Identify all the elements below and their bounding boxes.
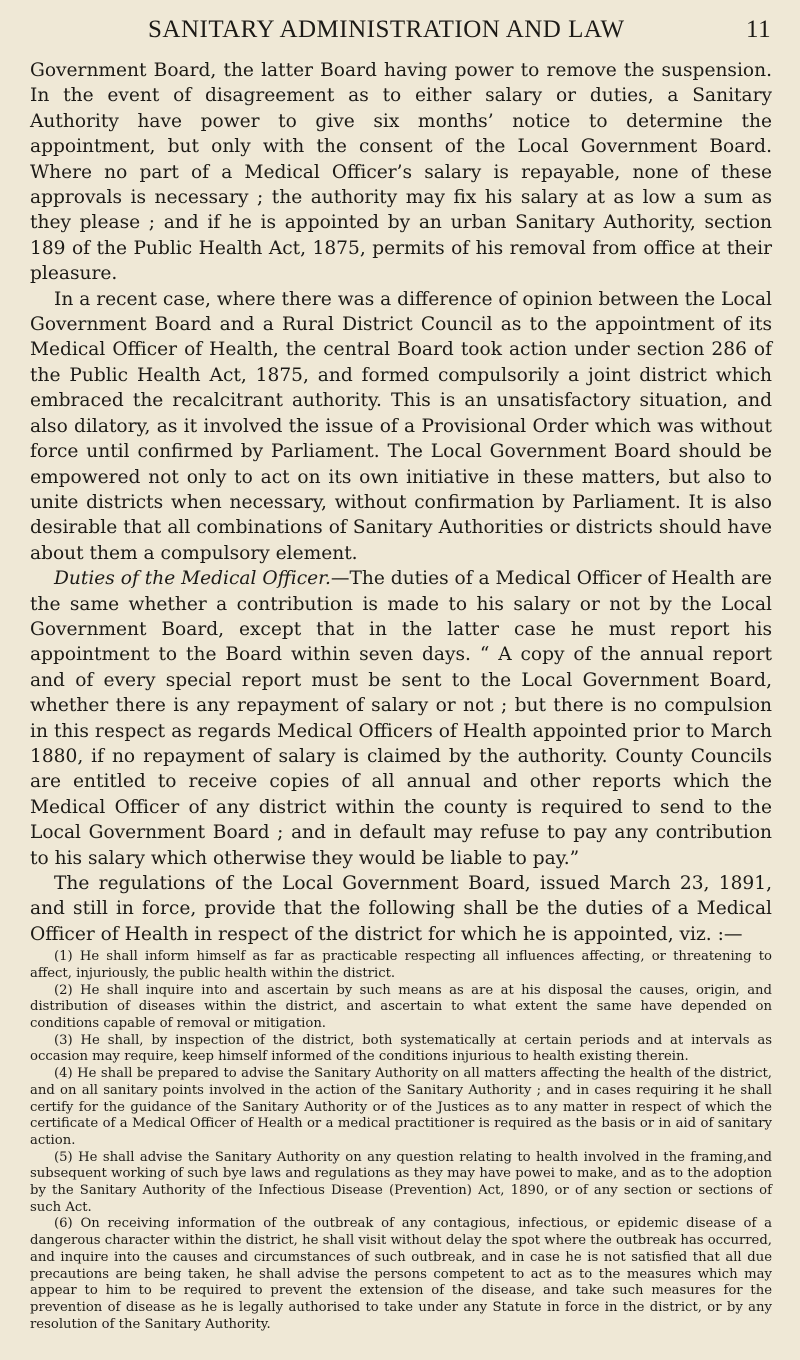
running-title: SANITARY ADMINISTRATION AND LAW <box>148 16 625 43</box>
paragraph-duties-text: —The duties of a Medical Officer of Health are the same whether a contribution is made to his salary or not by the Local Government Board, except that in the latter case he must report his appointment to the Board within seven days. “ A copy of the annual report and of every special report must be sent to the Local Government Board, whether there is any repayment of salary or not ; but there is no compulsion in this respect as regards Medical Officers of Health appointed prior to March 1880, if no repayment of salary is claimed by the authority. County Councils are entitled to receive copies of all annual and other reports which the Medical Officer of any district within the county is required to send to the Local Government Board ; and in default may refuse to pay any contribution to his salary which otherwise they would be liable to pay.” <box>30 568 772 869</box>
paragraph-salary-approvals: Government Board, the latter Board having power to remove the suspension. In the event of disagreement as to either salary or duties, a Sanitary Authority have power to give six months’ notice to determine the appointment, but only with the consent of the Local Government Board. Where no part of a Medical Officer’s salary is repayable, none of these approvals is necessary ; the authority may fix his salary at as low a sum as they please ; and if he is appointed by an urban Sanitary Authority, section 189 of the Public Health Act, 1875, permits of his removal from office at their pleasure. <box>30 60 772 285</box>
duty-item-4: (4) He shall be prepared to advise the Sanitary Authority on all matters affecting the health of the district, and on all sanitary points involved in the action of the Sanitary Authority ; and in cases requiring it he shall certify for the guidance of the Sanitary Authority or of the Justices as to any matter in respect of which the certificate of a Medical Officer of Health or a medical practitioner is required as the basis or in aid of sanitary action. <box>30 1066 772 1148</box>
duty-item-1: (1) He shall inform himself as far as practicable respecting all influences affecting, or threatening to affect, injuriously, the public health within the district. <box>30 949 772 981</box>
paragraph-recent-case: In a recent case, where there was a difference of opinion between the Local Government Board and a Rural District Council as to the appointment of its Medical Officer of Health, the central Board took action under section 286 of the Public Health Act, 1875, and formed compulsorily a joint district which embraced the recalcitrant authority. This is an unsatisfactory situation, and also dilatory, as it involved the issue of a Provisional Order which was without force until confirmed by Parliament. The Local Government Board should be empowered not only to act on its own initiative in these matters, but also to unite districts when necessary, without confirmation by Parliament. It is also desirable that all combinations of Sanitary Authorities or districts should have about them a compulsory element. <box>30 288 772 564</box>
duties-list <box>30 949 772 1333</box>
paragraph-regulations: The regulations of the Local Government Board, issued March 23, 1891, and still in force, provide that the following shall be the duties of a Medical Officer of Health in respect of the district for which he is appointed, viz. :— <box>30 873 772 945</box>
duty-item-3: (3) He shall, by inspection of the district, both systematically at certain periods and at intervals as occasion may require, keep himself informed of the conditions injurious to health existing therein. <box>30 1032 772 1065</box>
page-number: 11 <box>746 16 772 43</box>
paragraph-duties <box>30 566 772 871</box>
duty-item-2: (2) He shall inquire into and ascertain by such means as are at his disposal the causes, origin, and distribution of diseases within the district, and ascertain to what extent the same have depended on conditions capable of removal or mitigation. <box>30 982 772 1032</box>
duty-item-5: (5) He shall advise the Sanitary Authority on any question relating to health involved in the framing,and subsequent working of such bye laws and regulations as they may have powei to make, and as to the adoption by the Sanitary Authority of the Infectious Disease (Prevention) Act, 1890, or of any section or sections of such Act. <box>30 1149 772 1215</box>
duty-item-6: (6) On receiving information of the outbreak of any contagious, infectious, or epidemic disease of a dangerous character within the district, he shall visit without delay the spot where the outbreak has occurred, and inquire into the causes and circumstances of such outbreak, and in case he is not satisfied that all due precautions are being taken, he shall advise the persons competent to act as to the measures which may appear to him to be required to prevent the extension of the disease, and take such measures for the prevention of disease as he is legally authorised to take under any Statute in force in the district, or by any resolution of the Sanitary Authority. <box>30 1216 772 1332</box>
body-text <box>30 58 772 947</box>
section-heading-duties: Duties of the Medical Officer. <box>54 568 331 590</box>
